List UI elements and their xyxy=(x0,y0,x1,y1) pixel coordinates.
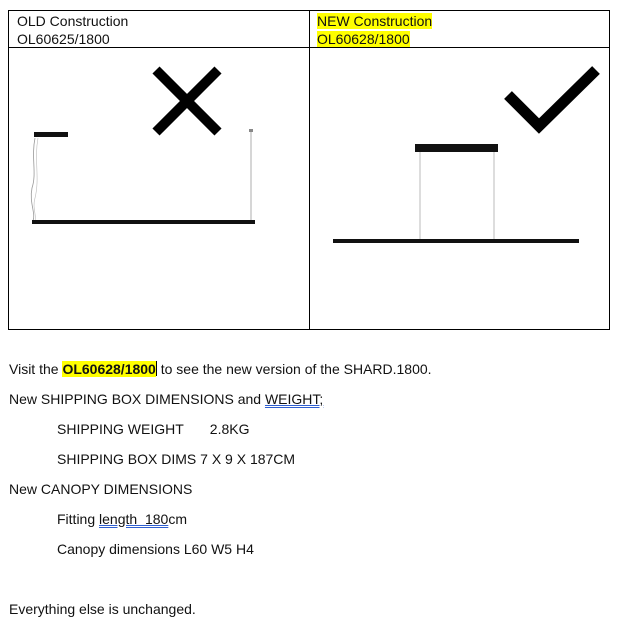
visit-suffix: to see the new version of the SHARD.1800. xyxy=(156,361,432,377)
visit-prefix: Visit the xyxy=(9,361,59,377)
comparison-table xyxy=(8,10,610,330)
new-canopy xyxy=(415,144,498,152)
visit-line xyxy=(9,360,432,378)
shipping-dims-line: SHIPPING BOX DIMS 7 X 9 X 187CM xyxy=(57,451,296,467)
old-fixture-image xyxy=(9,48,309,329)
old-code: OL60625/1800 xyxy=(17,31,110,47)
new-title: NEW Construction xyxy=(317,13,433,29)
shipping-weight-label: SHIPPING WEIGHT xyxy=(57,421,184,437)
old-light-bar xyxy=(32,220,255,224)
shipping-heading xyxy=(9,390,323,408)
new-fixture-image xyxy=(310,48,610,329)
new-code: OL60628/1800 xyxy=(317,31,410,47)
shipping-heading-prefix: New SHIPPING BOX DIMENSIONS and xyxy=(9,391,265,407)
fitting-prefix: Fitting xyxy=(57,511,100,527)
shipping-weight-value: 2.8KG xyxy=(209,421,250,437)
check-icon xyxy=(508,70,596,126)
old-canopy xyxy=(34,132,68,137)
new-light-bar xyxy=(333,239,579,243)
closing-line: Everything else is unchanged. xyxy=(9,601,196,617)
old-header xyxy=(17,12,128,48)
visit-code-link[interactable]: OL60628/1800 xyxy=(62,361,156,377)
canopy-dims-line: Canopy dimensions L60 W5 H4 xyxy=(57,541,254,557)
new-header xyxy=(317,12,432,48)
shipping-heading-weight: WEIGHT; xyxy=(264,391,324,407)
cross-icon xyxy=(156,70,218,132)
old-title: OLD Construction xyxy=(17,13,129,29)
shipping-weight-line xyxy=(57,420,250,438)
canopy-heading: New CANOPY DIMENSIONS xyxy=(9,481,193,497)
fitting-unit: cm xyxy=(168,511,187,527)
fitting-length-line xyxy=(57,510,187,528)
fitting-length: length 180 xyxy=(99,511,169,527)
